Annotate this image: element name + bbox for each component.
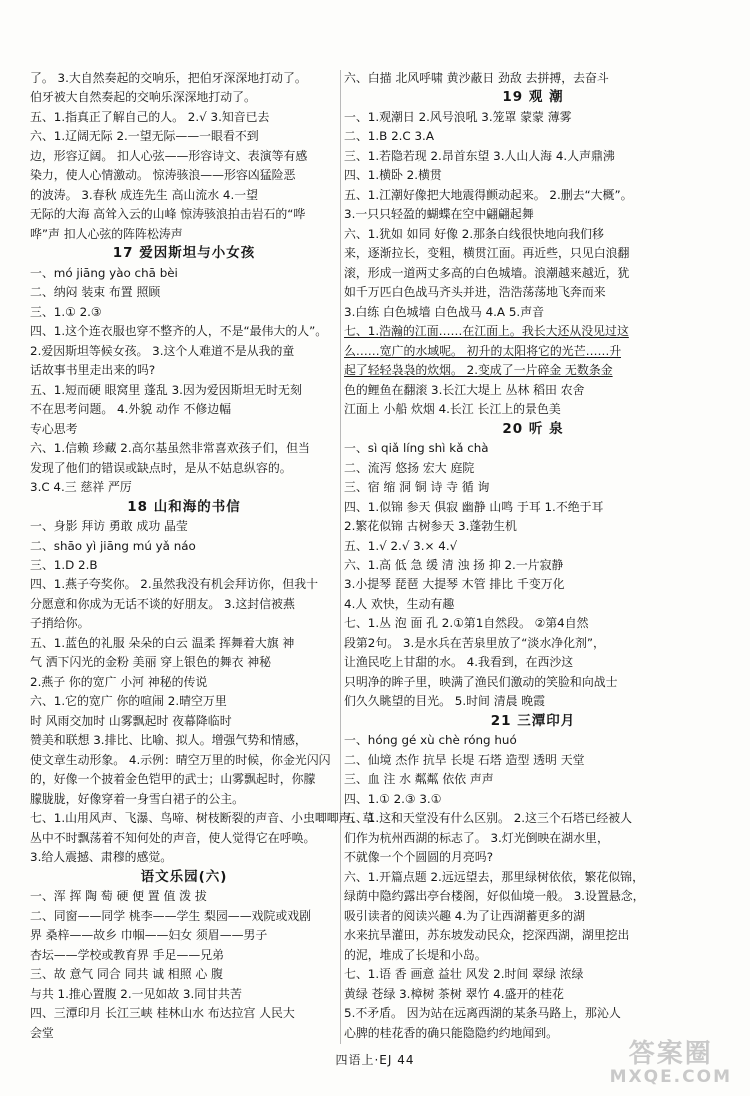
answer-line: 一、sì qiǎ líng shì kǎ chà bbox=[344, 441, 489, 456]
answer-line: 色的鲤鱼在翻滚 3.长江大堤上 丛林 稻田 农舍 bbox=[344, 382, 585, 397]
answer-line: 六、1.它的宽广 你的喧闹 2.晴空万里 bbox=[30, 694, 227, 709]
answer-line: 3.C 4.三 慈祥 严厉 bbox=[30, 480, 132, 495]
answer-line: 2.燕子 你的宽广 小河 神秘的传说 bbox=[30, 674, 208, 689]
answer-line: 界 桑梓——故乡 巾帼——妇女 须眉——男子 bbox=[30, 928, 268, 943]
answer-line: 七、1.浩瀚的江面……在江面上。我长大还从没见过这 bbox=[344, 324, 629, 339]
answer-line: 心脾的桂花香的确只能隐隐约约地闻到。 bbox=[344, 1025, 559, 1040]
answer-line: 3.小提琴 琵琶 大提琴 木管 排比 千变万化 bbox=[344, 577, 565, 592]
answer-line: 分愿意和你成为无话不谈的好朋友。 3.这封信被燕 bbox=[30, 596, 295, 611]
answer-line: 的波涛。 3.春秋 成连先生 高山流水 4.一望 bbox=[30, 187, 259, 202]
answer-line: 四、1.燕子夸奖你。 2.虽然我没有机会拜访你，但我十 bbox=[30, 577, 319, 592]
answer-line: 二、流泻 悠扬 宏大 庭院 bbox=[344, 460, 475, 475]
answer-line: 如千万匹白色战马齐头并进，浩浩荡荡地飞奔而来 bbox=[344, 285, 606, 300]
answer-line: 二、shāo yì jiāng mú yǎ náo bbox=[30, 538, 196, 553]
answer-line: 与共 1.推心置腹 2.一见如故 3.同甘共苦 bbox=[30, 986, 242, 1001]
answer-line: 六、1.辽阔无际 2.一望无际——一眼看不到 bbox=[30, 129, 259, 144]
answer-line: 不就像一个个圆圆的月亮吗? bbox=[344, 850, 493, 865]
section-title: 20 听 泉 bbox=[502, 420, 564, 437]
answer-line: 四、1.横卧 2.横贯 bbox=[344, 168, 442, 183]
answer-line: 会堂 bbox=[30, 1025, 54, 1040]
answer-line: 四、1.① 2.③ 3.① bbox=[344, 791, 442, 806]
answer-line: 二、同窗——同学 桃李——学生 梨园——戏院或戏剧 bbox=[30, 908, 312, 923]
section-title: 21 三潭印月 bbox=[490, 712, 576, 729]
answer-line: 2.爱因斯坦等候女孩。 3.这个人难道不是从我的童 bbox=[30, 343, 295, 358]
column-divider bbox=[340, 70, 341, 1044]
answer-line: 二、仙境 杰作 抗旱 长堤 石塔 造型 透明 天堂 bbox=[344, 752, 585, 767]
answer-line: 一、身影 拜访 勇敢 成功 晶莹 bbox=[30, 519, 188, 534]
answer-line: 三、1.D 2.B bbox=[30, 558, 98, 572]
answer-line: 子捎给你。 bbox=[30, 616, 90, 631]
answer-line: 水来抗旱灌田，苏东坡发动民众，挖深西湖，湖里挖出 bbox=[344, 928, 630, 943]
answer-line: 三、血 注 水 粼粼 依依 声声 bbox=[344, 772, 494, 787]
section-title: 18 山和海的书信 bbox=[127, 498, 241, 515]
watermark bbox=[610, 1040, 732, 1086]
answer-line: 四、1.这个连衣服也穿不整齐的人，不是“最伟大的人”。 bbox=[30, 324, 328, 339]
answer-line: 七、1.丛 泡 面 孔 2.①第1自然段。 ②第4自然 bbox=[344, 616, 589, 631]
answer-line: 使文章生动形象。 4.示例：晴空万里的时候，你金光闪闪 bbox=[30, 752, 331, 767]
answer-line: 们作为杭州西湖的标志了。 3.灯光倒映在湖水里， bbox=[344, 830, 609, 845]
answer-line: 五、1.江潮好像把大地震得颤动起来。 2.删去“大概”。 bbox=[344, 187, 633, 202]
answer-line: 四、1.似锦 参天 俱寂 幽静 山鸣 于耳 1.不绝于耳 bbox=[344, 499, 604, 514]
answer-line: 三、1.① 2.③ bbox=[30, 304, 102, 319]
answer-line: 么……宽广的水域呢。 初升的太阳将它的光芒……升 bbox=[344, 343, 622, 358]
answer-line: 三、1.若隐若现 2.昂首东望 3.人山人海 4.人声鼎沸 bbox=[344, 148, 615, 163]
answer-line: 让渔民吃上甘甜的水。 4.我看到，在西沙这 bbox=[344, 655, 574, 670]
answer-line: 一、hóng gé xù chè róng huó bbox=[344, 733, 517, 748]
answer-line: 5.不矛盾。 因为站在远离西湖的某条马路上，那沁人 bbox=[344, 1006, 621, 1021]
answer-line: 染力，使人心情激动。 惊涛骇浪——形容凶猛险恶 bbox=[30, 168, 296, 183]
answer-line: 二、1.B 2.C 3.A bbox=[344, 129, 434, 144]
answer-line: 只明净的眸子里，映满了渔民们激动的笑脸和向战士 bbox=[344, 674, 618, 689]
answer-line: 3.一只只轻盈的蝴蝶在空中翩翩起舞 bbox=[344, 207, 534, 222]
answer-line: 四、三潭印月 长江三峡 桂林山水 布达拉宫 人民大 bbox=[30, 1006, 295, 1021]
answer-line: 黄绿 苍绿 3.樟树 茶树 翠竹 4.盛开的桂花 bbox=[344, 986, 564, 1001]
answer-line: 三、宿 缩 洞 铜 诗 寺 循 询 bbox=[344, 480, 490, 495]
watermark-url: MXQE.COM bbox=[609, 1067, 732, 1087]
answer-line: 六、1.高 低 急 缓 清 浊 扬 抑 2.一片寂静 bbox=[344, 558, 564, 572]
answer-line: 五、1.√ 2.√ 3.× 4.√ bbox=[344, 538, 458, 553]
answer-line: 丛中不时飘荡着不知何处的声音，使人觉得它在呼唤。 bbox=[30, 830, 316, 845]
answer-line: 们久久眺望的目光。 5.时间 清晨 晚霞 bbox=[344, 694, 546, 709]
answer-line: 时 风雨交加时 山雾飘起时 夜幕降临时 bbox=[30, 713, 232, 728]
section-title: 语文乐园(六) bbox=[140, 868, 228, 885]
answer-line: 吸引读者的阅读兴趣 4.为了让西湖蓄更多的湖 bbox=[344, 908, 586, 923]
answer-line: 六、1.信赖 珍藏 2.高尔基虽然非常喜欢孩子们，但当 bbox=[30, 441, 310, 456]
answer-line: 的，好像一个披着金色铠甲的武士；山雾飘起时，你朦 bbox=[30, 772, 316, 787]
answer-line: 江面上 小船 炊烟 4.长江 长江上的景色美 bbox=[344, 402, 561, 417]
answer-line: 边，形容辽阔。 扣人心弦——形容诗文、表演等有感 bbox=[30, 148, 308, 163]
answer-line: 七、1.语 香 画意 益壮 风发 2.时间 翠绿 浓绿 bbox=[344, 967, 584, 982]
answer-line: 4.人 欢快，生动有趣 bbox=[344, 596, 455, 611]
answer-line: 专心思考 bbox=[30, 421, 78, 436]
answer-line: 话故事书里走出来的吗? bbox=[30, 363, 156, 378]
answer-line: 气 洒下闪光的金粉 美丽 穿上银色的舞衣 神秘 bbox=[30, 655, 272, 670]
answer-line: 绿荫中隐约露出亭台楼阁，好似仙境一般。 3.设置悬念， bbox=[344, 889, 645, 904]
answer-line: 无际的大海 高耸入云的山峰 惊涛骇浪拍击岩石的“哗 bbox=[30, 207, 306, 222]
answer-line: 六、1.犹如 如同 好像 2.那条白线很快地向我们移 bbox=[344, 226, 604, 241]
answer-line: 朦胧胧，好像穿着一身雪白裙子的公主。 bbox=[30, 791, 245, 806]
answer-line: 五、1.短而硬 眼窝里 蓬乱 3.因为爱因斯坦无时无刻 bbox=[30, 382, 302, 397]
page-footer: 四语上·EJ 44 bbox=[335, 1053, 415, 1067]
answer-line: 2.繁花似锦 古树参天 3.蓬勃生机 bbox=[344, 519, 517, 534]
answer-line: 赞美和联想 3.排比、比喻、拟人。增强气势和情感， bbox=[30, 733, 307, 748]
answer-line: 伯牙被大自然奏起的交响乐深深地打动了。 bbox=[30, 90, 256, 105]
answer-line: 五、1.这和天堂没有什么区别。 2.这三个石塔已经被人 bbox=[344, 811, 633, 826]
answer-line: 来，逐渐拉长，变粗，横贯江面。再近些，只见白浪翻 bbox=[344, 246, 630, 261]
answer-line: 三、故 意气 同合 同共 诚 相照 心 腹 bbox=[30, 967, 223, 982]
answer-line: 起了轻轻袅袅的炊烟。 2.变成了一片碎金 无数条金 bbox=[344, 363, 613, 378]
answer-line: 3.白练 白色城墙 白色战马 4.A 5.声音 bbox=[344, 304, 544, 319]
answer-line: 杏坛——学校或教育界 手足——兄弟 bbox=[30, 947, 225, 962]
answer-line: 段第2句。 3.是水兵在苦泉里放了“淡水净化剂”， bbox=[344, 635, 605, 650]
section-title: 19 观 潮 bbox=[502, 89, 564, 106]
section-title: 17 爱因斯坦与小女孩 bbox=[112, 245, 256, 262]
answer-line: 发现了他们的错误或缺点时，是从不姑息纵容的。 bbox=[30, 460, 292, 475]
answer-line: 不在思考问题。 4.外貌 动作 不修边幅 bbox=[30, 402, 232, 417]
answer-line: 二、纳闷 装束 布置 照顾 bbox=[30, 285, 161, 300]
answer-line: 一、浑 挥 陶 萄 硬 便 置 值 泼 拔 bbox=[30, 889, 207, 904]
answer-line: 哗”声 扣人心弦的阵阵松涛声 bbox=[30, 226, 183, 241]
answer-line: 六、白描 北风呼啸 黄沙蔽日 劲敌 去拼搏，去奋斗 bbox=[344, 71, 609, 85]
watermark-mark: 答案圈 bbox=[628, 1039, 713, 1069]
answer-line: 一、1.观潮日 2.风号浪吼 3.笼罩 蒙蒙 薄雾 bbox=[344, 109, 572, 124]
answer-line: 3.给人震撼、肃穆的感觉。 bbox=[30, 850, 173, 865]
answer-line: 六、1.开篇点题 2.远远望去，那里绿树依依，繁花似锦， bbox=[344, 869, 644, 884]
answer-line: 五、1.蓝色的礼服 朵朵的白云 温柔 挥舞着大旗 神 bbox=[30, 635, 295, 650]
answer-line: 五、1.指真正了解自己的人。 2.√ 3.知音已去 bbox=[30, 109, 270, 124]
answer-line: 的泥，堆成了长堤和小岛。 bbox=[344, 947, 487, 962]
answer-line: 一、mó jiāng yào chā bèi bbox=[30, 265, 178, 280]
answer-line: 了。 3.大自然奏起的交响乐，把伯牙深深地打动了。 bbox=[30, 71, 307, 85]
answer-line: 七、1.山用风声、飞瀑、鸟啼、树枝断裂的声音、小虫唧唧声、草 bbox=[30, 811, 375, 826]
answer-line: 滚，形成一道两丈多高的白色城墙。浪潮越来越近，犹 bbox=[344, 265, 630, 280]
